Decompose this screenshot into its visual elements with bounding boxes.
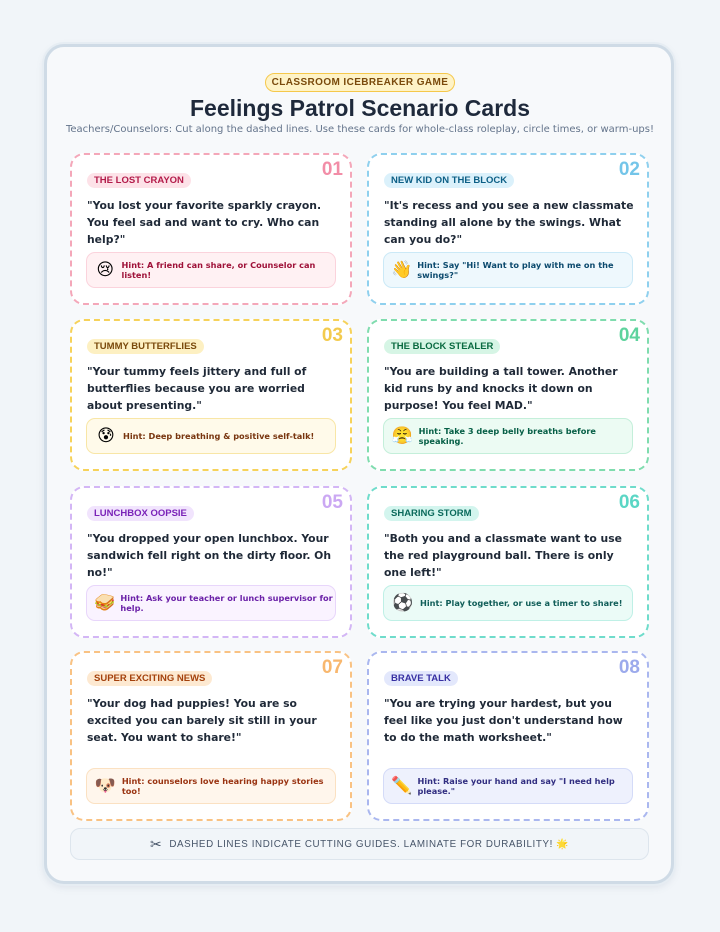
scenario-card-3: [70, 319, 352, 471]
card-scenario: "Your dog had puppies! You are so excited you can barely sit still in your seat. You want to share!": [87, 697, 317, 744]
card-scenario: "You are trying your hardest, but you feel like you just don't understand how to do the math worksheet.": [384, 697, 623, 744]
card-hint-text: Hint: Say "Hi! Want to play with me on the swings?": [417, 260, 614, 280]
card-number: 03: [321, 325, 343, 346]
card-number: 04: [618, 325, 640, 346]
scenario-card-8: [367, 651, 649, 821]
scenario-card-6: [367, 486, 649, 638]
card-scenario: "You lost your favorite sparkly crayon. You feel sad and want to cry. Who can help?": [87, 199, 322, 246]
card-tag: NEW KID ON THE BLOCK: [384, 173, 514, 188]
card-scenario: "You are building a tall tower. Another kid runs by and knocks it down on purpose! You feel MAD.": [384, 365, 618, 412]
card-scenario: "You dropped your open lunchbox. Your sandwich fell right on the dirty floor. Oh no!": [87, 532, 332, 579]
card-number: 02: [618, 159, 640, 180]
card-hint-box: [383, 252, 633, 288]
scenario-card-5: [70, 486, 352, 638]
card-hint-box: [86, 252, 336, 288]
card-tag: THE LOST CRAYON: [87, 173, 191, 188]
card-tag: BRAVE TALK: [384, 671, 458, 686]
card-hint-text: Hint: Deep breathing & positive self-talk!: [123, 431, 315, 441]
card-hint-box: [383, 418, 633, 454]
anxious-face-icon: 😰: [97, 426, 115, 446]
card-scenario: "It's recess and you see a new classmate standing all alone by the swings. What can you do?": [384, 199, 634, 246]
angry-face-icon: 😤: [391, 426, 413, 446]
card-number: 08: [618, 657, 640, 678]
page-title: Feelings Patrol Scenario Cards: [189, 95, 530, 121]
card-hint-box: [86, 585, 336, 621]
card-tag: THE BLOCK STEALER: [384, 339, 500, 354]
dog-face-icon: 🐶: [94, 776, 116, 796]
scenario-card-1: [70, 153, 352, 305]
card-hint-text: Hint: A friend can share, or Counselor can listen!: [121, 260, 316, 280]
card-hint-text: Hint: Take 3 deep belly breaths before speaking.: [418, 426, 596, 446]
scenario-card-7: [70, 651, 352, 821]
scissors-icon: ✂: [149, 835, 163, 852]
card-tag: SUPER EXCITING NEWS: [87, 671, 212, 686]
page-subtitle: Teachers/Counselors: Cut along the dashed lines. Use these cards for whole-class roleplay, circle times, or warm-ups!: [65, 124, 654, 135]
ball-icon: ⚽: [392, 593, 414, 613]
waving-hand-icon: 👋: [391, 260, 413, 280]
card-hint-box: [383, 585, 633, 621]
scenario-card-4: [367, 319, 649, 471]
card-tag: LUNCHBOX OOPSIE: [87, 506, 194, 521]
card-number: 01: [321, 159, 343, 180]
card-tag: TUMMY BUTTERFLIES: [87, 339, 204, 354]
scenario-card-2: [367, 153, 649, 305]
card-tag: SHARING STORM: [384, 506, 479, 521]
card-hint-text: Hint: Ask your teacher or lunch supervisor for help.: [120, 593, 333, 613]
card-hint-text: Hint: counselors love hearing happy stories too!: [121, 776, 324, 796]
footer-note: [70, 828, 649, 860]
card-number: 07: [321, 657, 343, 678]
card-number: 05: [321, 492, 343, 513]
sandwich-icon: 🥪: [94, 593, 116, 613]
card-hint-box: [383, 768, 633, 804]
sad-face-icon: 😢: [96, 260, 115, 280]
card-hint-box: [86, 418, 336, 454]
pencil-icon: ✏️: [391, 776, 413, 796]
card-scenario: "Both you and a classmate want to use the red playground ball. There is only one left!": [384, 532, 622, 579]
card-hint-text: Hint: Play together, or use a timer to share!: [420, 598, 623, 608]
card-hint-box: [86, 768, 336, 804]
card-scenario: "Your tummy feels jittery and full of butterflies because you are worried about presenting.": [87, 365, 307, 412]
card-hint-text: Hint: Raise your hand and say "I need help please.": [417, 776, 615, 796]
card-number: 06: [618, 492, 640, 513]
eyebrow-badge: CLASSROOM ICEBREAKER GAME: [265, 73, 455, 92]
footer-text: DASHED LINES INDICATE CUTTING GUIDES. LAMINATE FOR DURABILITY! 🌟: [169, 838, 570, 850]
